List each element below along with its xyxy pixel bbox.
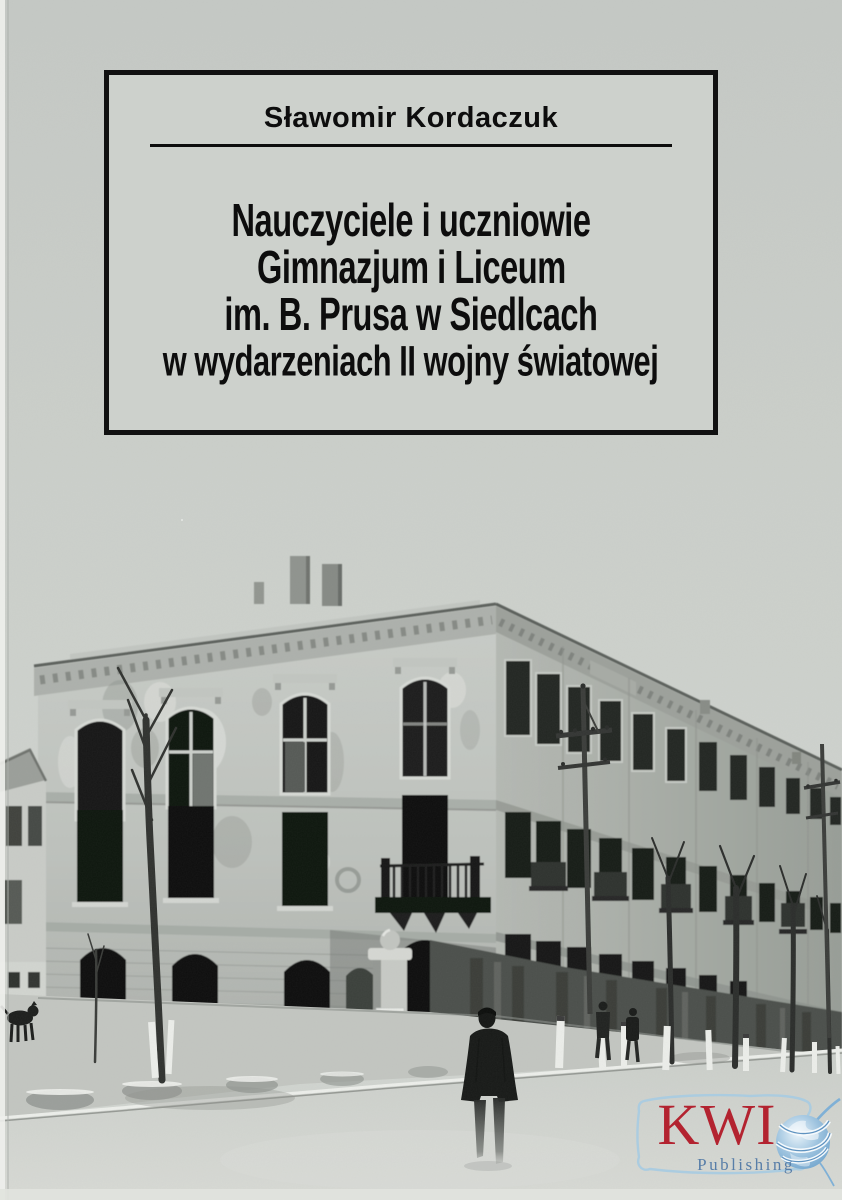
title-line-1: Nauczyciele i uczniowie [231,195,591,246]
title-box [104,70,718,435]
book-title [109,197,713,385]
author-name: Sławomir Kordaczuk [263,102,559,134]
author-rule [150,144,672,147]
publisher-logo [630,1085,842,1197]
subtitle: w wydarzeniach II wojny światowej [163,337,659,386]
scan-edge-left [0,0,5,1200]
scan-crease [7,0,9,1200]
publisher-name: KWI [657,1092,777,1157]
title-line-2: Gimnazjum i Liceum [256,242,566,293]
publisher-tagline: Publishing [697,1155,795,1174]
title-line-3: im. B. Prusa w Siedlcach [224,289,598,340]
